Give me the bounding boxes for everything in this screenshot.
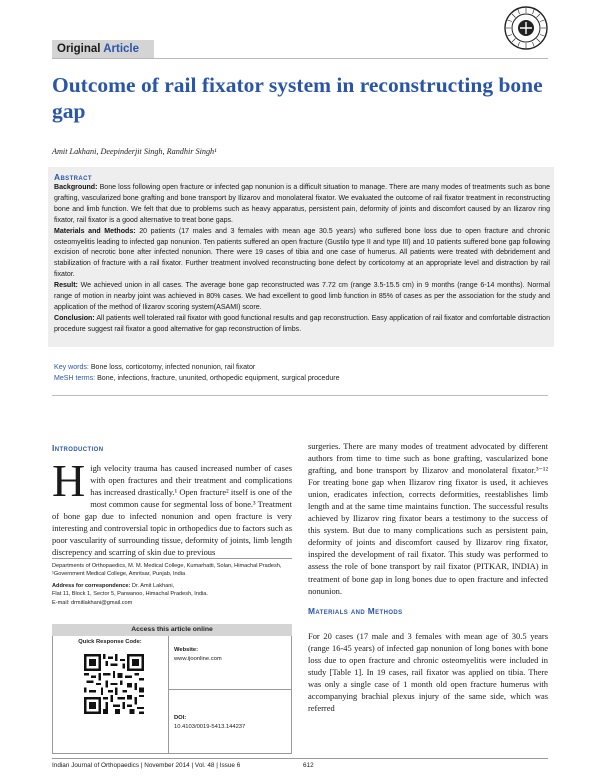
- article-type-tag: [52, 40, 154, 58]
- article-type-part2: Article: [103, 43, 140, 55]
- introduction-text: igh velocity trauma has caused increased number of cases with open fractures and their treatment and complications has increased drastically.¹ Open fracture² itself is one of the most common cause for segmental loss of bone.³ Treatment of bone gap due to infected nonunion and open fracture is very interesting and controversial topic in orthopedics due to factors such as poor vascularity of surrounding tissue, deformity of joints, limb length discrepency and scarring of skin due to previous: [52, 463, 292, 558]
- access-divider-horizontal: [168, 689, 292, 690]
- article-title: Outcome of rail fixator system in reconstructing bone gap: [52, 73, 543, 123]
- affiliation-divider: [52, 558, 292, 559]
- result-label: Result:: [54, 282, 78, 290]
- abstract-body: [54, 183, 550, 336]
- website-block: [174, 646, 222, 663]
- abstract-conclusion: [54, 314, 550, 336]
- background-label: Background:: [54, 184, 98, 191]
- journal-seal-icon: [503, 5, 549, 51]
- abstract-heading: Abstract: [54, 172, 92, 182]
- background-text: Bone loss following open fracture or infected gap nonunion is a difficult situation to manage. There are many modes of treatments such as bone grafting, vascularized bone grafting and bone transport by Ilizarov and monolateral fixator. We evaluated the outcome of rail fixator treatment in reconstructing bone and limb function. We felt that due to problems such as heavy apparatus, persistent pain, deformity of joints and discomfort caused by an Ilizarov ring fixator, rail fixator is a good alternative to treat bone gaps.: [54, 184, 550, 224]
- correspondence-name: Dr. Amit Lakhani,: [131, 582, 175, 589]
- affiliation-departments: Departments of Orthopaedics, M. M. Medical College, Kumarhatti, Solan, Himachal Pradesh, ¹Government Medical College, Amritsar, Punjab, India: [52, 563, 282, 578]
- methods-label: Materials and Methods:: [54, 227, 136, 235]
- doi-link[interactable]: 10.4103/0019-5413.144237: [174, 723, 246, 730]
- mesh-text: Bone, infections, fracture, ununited, orthopedic equipment, surgical procedure: [97, 375, 340, 382]
- correspondence: [52, 582, 292, 607]
- conclusion-label: Conclusion:: [54, 314, 95, 322]
- keywords-label: Key words:: [54, 364, 89, 371]
- introduction-paragraph: [52, 455, 292, 558]
- footer-divider: [52, 758, 548, 759]
- qr-code-icon[interactable]: [84, 654, 144, 714]
- article-type-part1: Original: [57, 43, 101, 55]
- result-text: We achieved union in all cases. The average bone gap reconstructed was 7.72 cm (range 3.5-15.5 cm) in 9 months (range 6-14 months). Normal range of motion in nearby joint was achieved in 80% cases. We had excellent to good limb function in 85% of cases as per the association for the study and application of the method of Ilizarov scoring system(ASAMI) score.: [54, 282, 550, 311]
- header-divider: [52, 58, 548, 59]
- conclusion-text: All patients well tolerated rail fixator with good functional results and gap reconstruction. Easy application of rail fixator and comfortable distraction procedure suggest rail fixator a good alternative for gap reconstruction of limbs.: [54, 314, 550, 333]
- abstract-background: [54, 183, 550, 227]
- introduction-continued: surgeries. There are many modes of treatment advocated by different authors from time to time such as bone grafting, vascularized bone grafting, and bone transport by Ilizarov and monolateral fixator.³⁻¹² For treating bone gap when Ilizarov ring fixator is used, it achieves union, eradicates infection, corrects deformities, reestablishes limb length and at the same time maintains function. The successful results achieved by Ilizarov ring fixator bears a testimony to the success of this system. But due to many complications such as persistent pain, deformity of joints and discomfort caused by Ilizarov ring fixator, inspired the development of rail fixator. This study was performed to assess the role of bone transport by rail fixator (PITKAR, INDIA) in treatment of bone gap in long bones due to open fracture and infected nonunion.: [308, 441, 548, 596]
- keywords-line: [54, 362, 550, 373]
- methods-paragraph: For 20 cases (17 male and 3 females with mean age of 30.5 years (range 16-45 years) of infected gap nonunion of long bones with bone loss due to open fracture and chronic osteomyelitis were included in study [Table 1]. In 19 cases, rail fixator was applied on tibia. There was only a single case of 1 month old open fracture humerus with accompanying brachial plexus injury of the same side, which was referred: [308, 631, 548, 714]
- qr-label: Quick Response Code:: [78, 639, 142, 645]
- keywords-text: Bone loss, corticotomy, infected nonunion, rail fixator: [90, 364, 256, 371]
- journal-citation: Indian Journal of Orthopaedics | November 2014 | Vol. 48 | Issue 6: [52, 762, 241, 769]
- introduction-heading: Introduction: [52, 443, 104, 453]
- website-label: Website:: [174, 647, 199, 653]
- doi-label: DOI:: [174, 715, 187, 721]
- correspondence-address: Flat 11, Block 1, Sector 5, Parwanoo, Himachal Pradesh, India.: [52, 591, 208, 598]
- keywords-block: [54, 362, 550, 384]
- methods-heading: Materials and Methods: [308, 606, 403, 616]
- abstract-result: [54, 281, 550, 314]
- mesh-label: MeSH terms:: [54, 375, 96, 382]
- methods-text: 20 patients (17 males and 3 females with mean age 30.5 years) who suffered bone loss due to open fracture and chronic osteomyelitis leading to infected gap nonunion. Ten patients suffered an open fracture (Gustilo type II and type III) and 10 patients suffered bone gap following excision of necrotic bone after infected nonunion. There were 19 cases of tibia and one case of humerus. All patients were treated with debridement and stabilization of fracture with a rail fixator. Further treatment involved reconstructing bone defect by corticotomy at an appropriate level and distraction by rail fixator.: [54, 227, 550, 279]
- correspondence-label: Address for correspondence:: [52, 582, 131, 589]
- page-number: 612: [303, 762, 314, 769]
- access-divider-vertical: [168, 636, 169, 754]
- website-link[interactable]: www.ijoonline.com: [174, 655, 222, 662]
- section-divider: [52, 395, 548, 396]
- mesh-line: [54, 373, 550, 384]
- author-list: Amit Lakhani, Deepinderjit Singh, Randhir Singh¹: [52, 147, 217, 156]
- correspondence-email[interactable]: E-mail: drmitlakhani@gmail.com: [52, 599, 133, 606]
- affiliations: [52, 562, 292, 610]
- abstract-methods: [54, 227, 550, 282]
- drop-cap: H: [52, 455, 86, 506]
- doi-block: [174, 714, 245, 731]
- access-heading: Access this article online: [52, 624, 292, 636]
